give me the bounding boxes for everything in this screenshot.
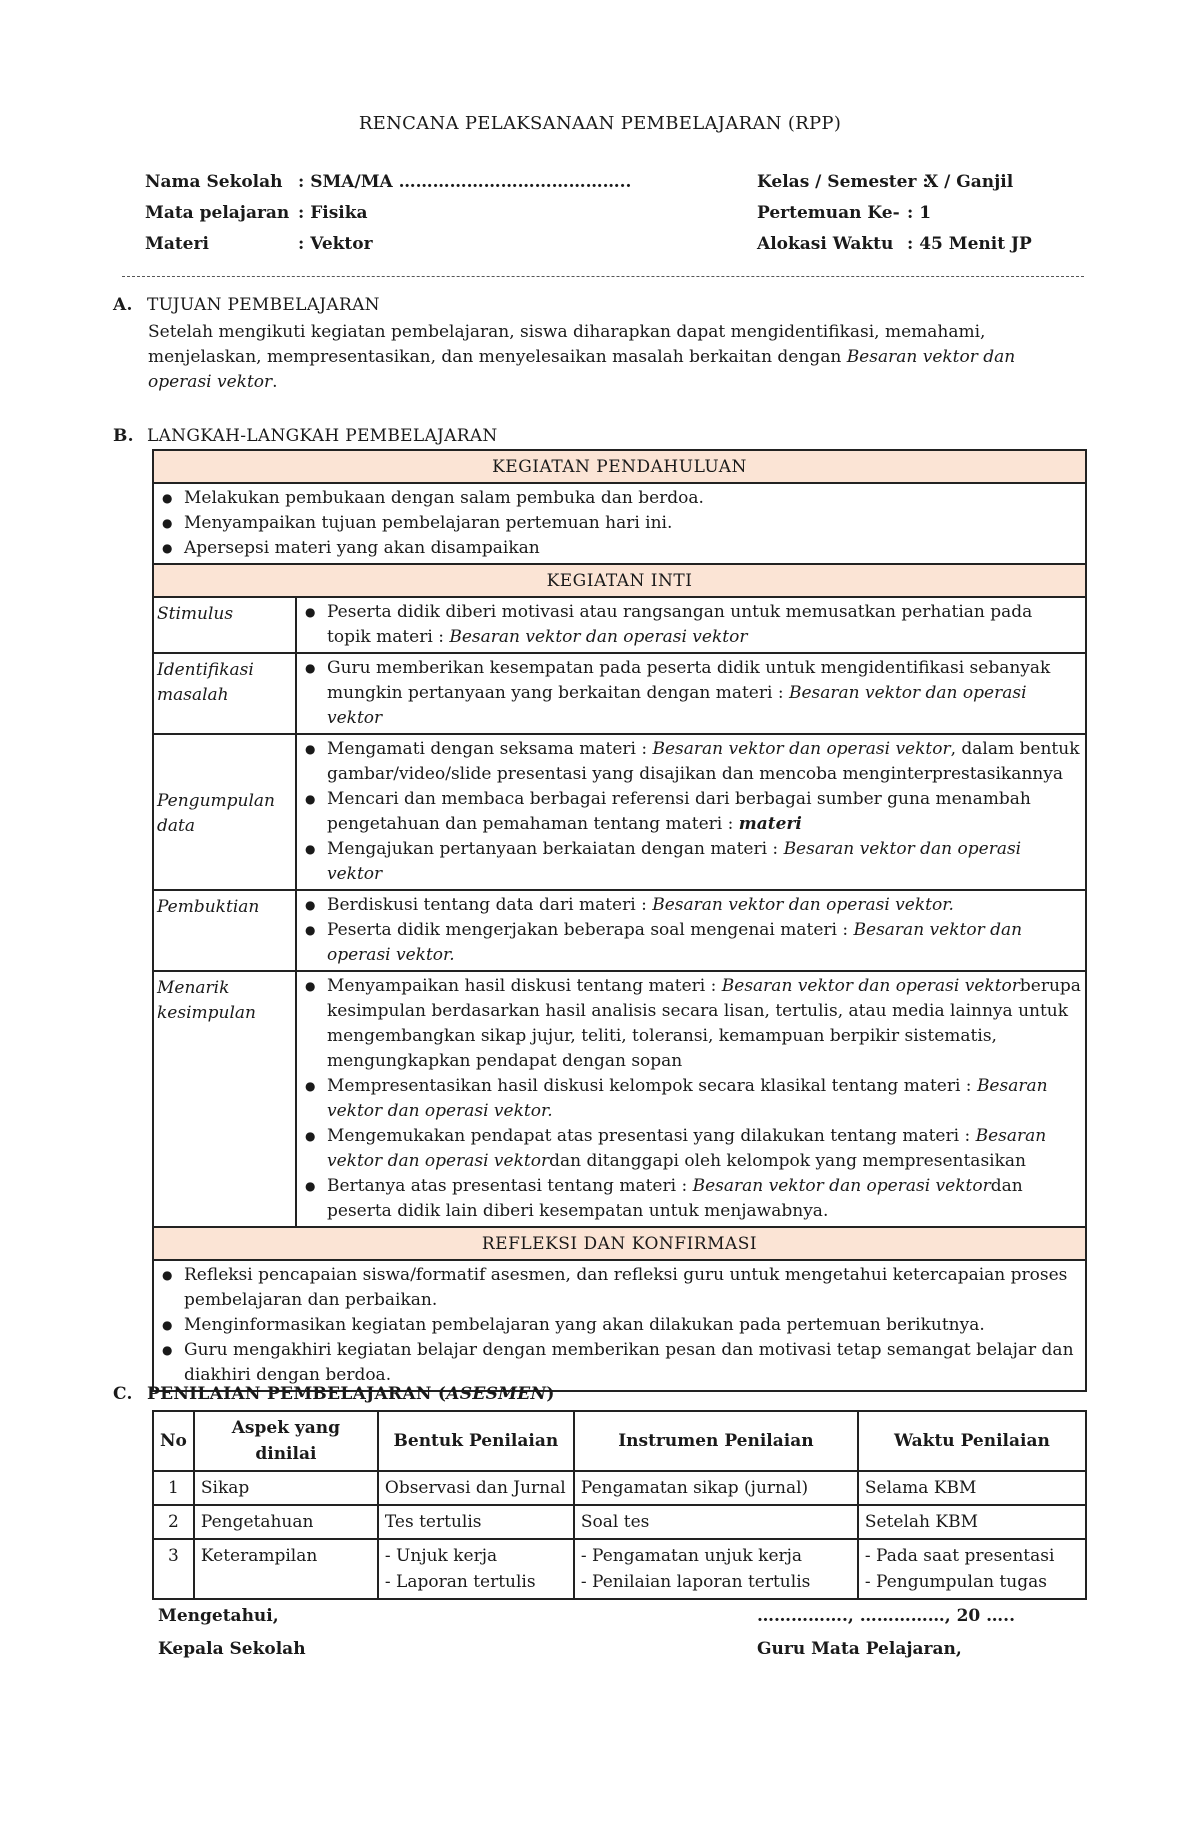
list-item: ● Apersepsi materi yang akan disampaikan bbox=[154, 536, 1081, 561]
column-header: Waktu Penilaian bbox=[858, 1411, 1086, 1471]
pendahuluan-header: KEGIATAN PENDAHULUAN bbox=[153, 450, 1086, 483]
list-item: ● Berdiskusi tentang data dari materi : Besaran vektor dan operasi vektor. bbox=[297, 893, 1081, 918]
section-b-heading: B. LANGKAH-LANGKAH PEMBELAJARAN bbox=[113, 426, 498, 446]
kelas-label: Kelas / Semester : bbox=[757, 172, 929, 192]
dashed-divider bbox=[122, 276, 1084, 277]
signature-left bbox=[158, 1600, 306, 1666]
list-item: ● Menginformasikan kegiatan pembelajaran yang akan dilakukan pada pertemuan berikutnya. bbox=[154, 1313, 1081, 1338]
column-header: No bbox=[153, 1411, 194, 1471]
list-item: ● Bertanya atas presentasi tentang materi : Besaran vektor dan operasi vektordan peserta didik lain diberi kesempatan untuk menjawabnya. bbox=[297, 1174, 1081, 1224]
refleksi-cell bbox=[153, 1260, 1086, 1391]
list-item: ● Menyampaikan hasil diskusi tentang materi : Besaran vektor dan operasi vektorberupa kesimpulan berdasarkan hasil analisis secara lisan, tertulis, atau media lainnya untuk mengembangkan sikap jujur, teliti, toleransi, kemampuan berpikir sistematis, mengungkapkan pendapat dengan sopan bbox=[297, 974, 1081, 1074]
list-item: ● Guru mengakhiri kegiatan belajar dengan memberikan pesan dan motivasi tetap semangat belajar dan diakhiri dengan berdoa. bbox=[154, 1338, 1081, 1388]
materi-value: : Vektor bbox=[298, 234, 373, 254]
list-item: ● Refleksi pencapaian siswa/formatif asesmen, dan refleksi guru untuk mengetahui ketercapaian proses pembelajaran dan perbaikan. bbox=[154, 1263, 1081, 1313]
table-row: 3 Keterampilan - Unjuk kerja - Laporan tertulis - Pengamatan unjuk kerja - Penilaian laporan tertulis - Pada saat presentasi - Pengumpulan tugas bbox=[153, 1539, 1086, 1599]
inti-header: KEGIATAN INTI bbox=[153, 564, 1086, 597]
list-item: ● Mengajukan pertanyaan berkaiatan dengan materi : Besaran vektor dan operasi vektor bbox=[297, 837, 1081, 887]
list-item: ● Menyampaikan tujuan pembelajaran pertemuan hari ini. bbox=[154, 511, 1081, 536]
nama-sekolah-label: Nama Sekolah bbox=[145, 172, 283, 192]
list-item: ● Melakukan pembukaan dengan salam pembuka dan berdoa. bbox=[154, 486, 1081, 511]
mapel-label: Mata pelajaran bbox=[145, 203, 290, 223]
kelas-value: X / Ganjil bbox=[925, 172, 1014, 192]
assessment-table bbox=[152, 1410, 1087, 1600]
section-a-heading: A. TUJUAN PEMBELAJARAN bbox=[113, 295, 380, 315]
mengetahui-label: Mengetahui, bbox=[158, 1606, 279, 1626]
identifikasi-cell bbox=[296, 653, 1086, 734]
list-item: ● Mempresentasikan hasil diskusi kelompok secara klasikal tentang materi : Besaran vektor dan operasi vektor. bbox=[297, 1074, 1081, 1124]
learning-steps-table bbox=[152, 449, 1087, 1392]
kepala-sekolah-label: Kepala Sekolah bbox=[158, 1639, 306, 1659]
mapel-value: : Fisika bbox=[298, 203, 368, 223]
materi-label: Materi bbox=[145, 234, 209, 254]
table-row: 2 Pengetahuan Tes tertulis Soal tes Setelah KBM bbox=[153, 1505, 1086, 1539]
list-item: ● Peserta didik mengerjakan beberapa soal mengenai materi : Besaran vektor dan operasi vektor. bbox=[297, 918, 1081, 968]
alokasi-value: : 45 Menit JP bbox=[907, 234, 1032, 254]
column-header: Instrumen Penilaian bbox=[574, 1411, 858, 1471]
nama-sekolah-value: : SMA/MA ………………………………….. bbox=[298, 172, 632, 192]
guru-label: Guru Mata Pelajaran, bbox=[757, 1639, 962, 1659]
section-a-text: Setelah mengikuti kegiatan pembelajaran, siswa diharapkan dapat mengidentifikasi, memahami, menjelaskan, mempresentasikan, dan menyelesaikan masalah berkaitan dengan Besaran vektor dan operasi vektor. bbox=[148, 322, 1016, 392]
table-header-row bbox=[153, 1411, 1086, 1471]
list-item: ● Peserta didik diberi motivasi atau rangsangan untuk memusatkan perhatian pada topik materi : Besaran vektor dan operasi vektor bbox=[297, 600, 1081, 650]
column-header: Aspek yang dinilai bbox=[194, 1411, 378, 1471]
stimulus-cell bbox=[296, 597, 1086, 653]
alokasi-label: Alokasi Waktu bbox=[757, 234, 894, 254]
menarik-label: Menarik kesimpulan bbox=[153, 971, 296, 1227]
pengumpulan-cell bbox=[296, 734, 1086, 890]
stimulus-label: Stimulus bbox=[153, 597, 296, 653]
signature-right bbox=[757, 1600, 1015, 1666]
table-row: 1 Sikap Observasi dan Jurnal Pengamatan sikap (jurnal) Selama KBM bbox=[153, 1471, 1086, 1505]
document-meta bbox=[145, 172, 1075, 265]
place-date-line: ……………., ……………, 20 ….. bbox=[757, 1606, 1016, 1626]
pembuktian-cell bbox=[296, 890, 1086, 971]
list-item: ● Guru memberikan kesempatan pada peserta didik untuk mengidentifikasi sebanyak mungkin pertanyaan yang berkaitan dengan materi : Besaran vektor dan operasi vektor bbox=[297, 656, 1081, 731]
list-item: ● Mengamati dengan seksama materi : Besaran vektor dan operasi vektor, dalam bentuk gambar/video/slide presentasi yang disajikan dan mencoba menginterprestasikannya bbox=[297, 737, 1081, 787]
pendahuluan-cell bbox=[153, 483, 1086, 564]
pembuktian-label: Pembuktian bbox=[153, 890, 296, 971]
pertemuan-label: Pertemuan Ke- bbox=[757, 203, 900, 223]
list-item: ● Mengemukakan pendapat atas presentasi yang dilakukan tentang materi : Besaran vektor dan operasi vektordan ditanggapi oleh kelompok yang mempresentasikan bbox=[297, 1124, 1081, 1174]
pertemuan-value: : 1 bbox=[907, 203, 932, 223]
column-header: Bentuk Penilaian bbox=[378, 1411, 574, 1471]
list-item: ● Mencari dan membaca berbagai referensi dari berbagai sumber guna menambah pengetahuan dan pemahaman tentang materi : materi bbox=[297, 787, 1081, 837]
menarik-cell bbox=[296, 971, 1086, 1227]
identifikasi-label: Identifikasi masalah bbox=[153, 653, 296, 734]
refleksi-header: REFLEKSI DAN KONFIRMASI bbox=[153, 1227, 1086, 1260]
section-c-heading: C. PENILAIAN PEMBELAJARAN (ASESMEN) bbox=[113, 1384, 555, 1404]
pengumpulan-label: Pengumpulan data bbox=[153, 734, 296, 890]
document-title: RENCANA PELAKSANAAN PEMBELAJARAN (RPP) bbox=[358, 113, 842, 134]
